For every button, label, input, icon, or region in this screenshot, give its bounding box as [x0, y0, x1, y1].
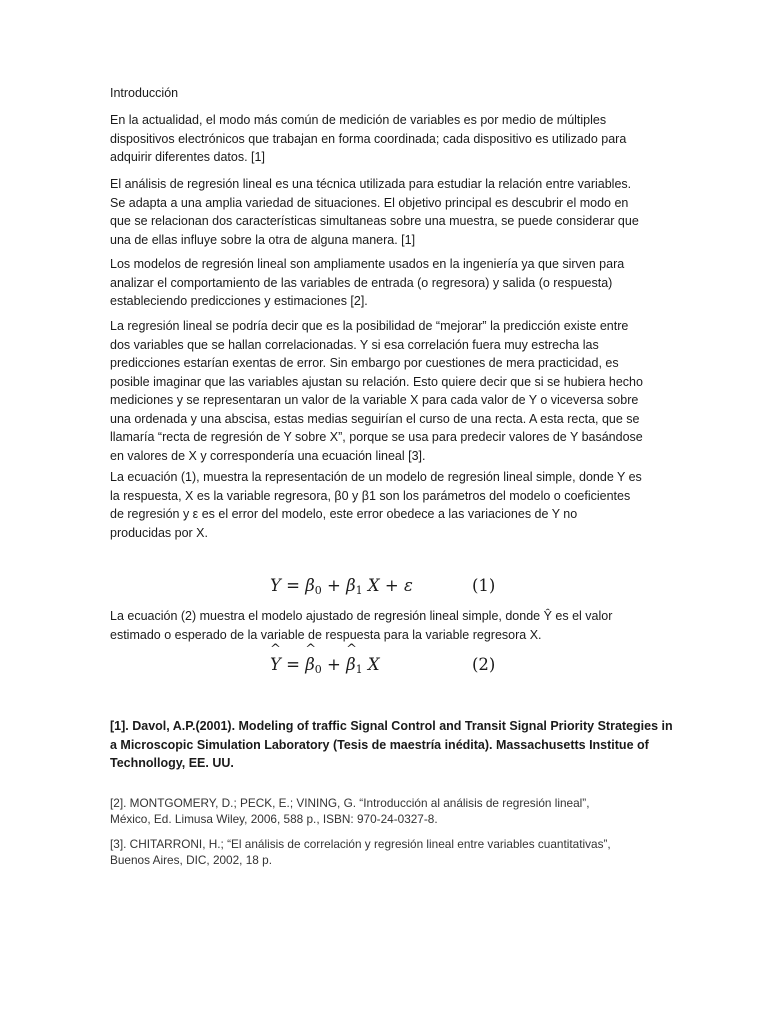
eq-beta-hat — [346, 642, 358, 674]
equation-1-number: (1) — [472, 576, 496, 595]
eq-beta: β — [305, 655, 315, 674]
text-line: Se adapta a una amplia variedad de situaciones. El objetivo principal es descubrir el modo en — [110, 195, 629, 210]
equation-2-number: (2) — [472, 655, 496, 674]
text-line: a Microscopic Simulation Laboratory (Tesis de maestría inédita). Massachusetts Institue of — [110, 737, 649, 752]
section-heading: Introducción — [110, 86, 179, 100]
eq-beta: β — [305, 576, 315, 595]
text-line: posible imaginar que las variables ajustan su relación. Esto quiere decir que si se hubiera hecho — [110, 374, 643, 389]
eq-symbol-x: X — [362, 655, 380, 674]
eq-epsilon: ε — [403, 576, 413, 595]
text-line: producidas por X. — [110, 525, 208, 540]
text-line: la respuesta, X es la variable regresora, β0 y β1 son los parámetros del modelo o coeficientes — [110, 488, 631, 503]
paragraph-6 — [110, 607, 662, 644]
text-line: [3]. CHITARRONI, H.; “El análisis de correlación y regresión lineal entre variables cuantitativas”, — [110, 837, 611, 851]
text-line: analizar el comportamiento de las variables de entrada (o regresora) y salida (o respuesta) — [110, 275, 613, 290]
text-line: [1]. Davol, A.P.(2001). Modeling of traffic Signal Control and Transit Signal Priority Strategies in — [110, 719, 673, 733]
eq-symbol-y: Y — [270, 655, 281, 674]
eq-beta: β — [346, 655, 356, 674]
eq-subscript: 0 — [314, 663, 322, 676]
eq-y-hat — [270, 642, 281, 674]
eq-plus: + — [321, 655, 347, 674]
reference-1 — [110, 717, 673, 773]
text-line: dos variables que se hallan correlacionadas. Y si esa correlación fuera muy estrecha las — [110, 337, 599, 352]
text-line: estimado o esperado de la variable de respuesta para la variable regresora X. — [110, 627, 542, 642]
text-line: estableciendo predicciones y estimaciones [2]. — [110, 294, 368, 308]
text-line: dispositivos electrónicos que trabajan en forma coordinada; cada dispositivo es utilizado para — [110, 131, 627, 146]
eq-subscript: 1 — [355, 663, 363, 676]
reference-2 — [110, 795, 670, 827]
text-line: Buenos Aires, DIC, 2002, 18 p. — [110, 853, 272, 867]
text-line: Los modelos de regresión lineal son ampliamente usados en la ingeniería ya que sirven para — [110, 257, 625, 271]
paragraph-1 — [110, 111, 662, 167]
hat-accent: ^ — [305, 642, 317, 657]
text-line: mediciones y se representaran un valor de la variable X para cada valor de Y o viceversa sobre — [110, 393, 639, 407]
eq-plus: + — [379, 576, 404, 595]
hat-accent: ^ — [270, 642, 281, 657]
eq-symbol-y: Y — [270, 576, 281, 595]
text-line: adquirir diferentes datos. [1] — [110, 150, 265, 164]
text-line: en valores de X y correspondería una ecuación lineal [3]. — [110, 448, 426, 463]
eq-equals: = — [280, 576, 306, 595]
hat-accent: ^ — [346, 642, 358, 657]
text-line: La ecuación (1), muestra la representación de un modelo de regresión lineal simple, donde Y es — [110, 470, 642, 484]
text-line: En la actualidad, el modo más común de medición de variables es por medio de múltiples — [110, 113, 607, 127]
text-line: La ecuación (2) muestra el modelo ajustado de regresión lineal simple, donde Ŷ es el valor — [110, 609, 613, 623]
eq-beta: β — [346, 576, 356, 595]
reference-3 — [110, 836, 670, 868]
eq-symbol-x: X — [362, 576, 380, 595]
text-line: El análisis de regresión lineal es una técnica utilizada para estudiar la relación entre variables. — [110, 177, 632, 191]
eq-equals: = — [280, 655, 306, 674]
text-line: una ordenada y una abscisa, estas medias seguirían el curso de una recta. A esta recta, que se — [110, 411, 640, 426]
text-line: La regresión lineal se podría decir que es la posibilidad de “mejorar” la predicción existe entre — [110, 319, 629, 333]
text-line: una de ellas influye sobre la otra de alguna manera. [1] — [110, 232, 416, 247]
text-line: predicciones estarían exentas de error. Sin embargo por cuestiones de mera practicidad, es — [110, 356, 619, 370]
eq-plus: + — [321, 576, 347, 595]
text-line: de regresión y ε es el error del modelo, este error obedece a las variaciones de Y no — [110, 507, 578, 521]
text-line: México, Ed. Limusa Wiley, 2006, 588 p., ISBN: 970-24-0327-8. — [110, 812, 438, 826]
paragraph-4 — [110, 317, 662, 465]
text-line: llamaría “recta de regresión de Y sobre X”, porque se usa para predecir valores de Y basándose — [110, 430, 643, 444]
text-line: que se relacionan dos características simultaneas sobre una muestra, se puede considerar que — [110, 214, 639, 228]
text-line: Technollogy, EE. UU. — [110, 756, 234, 770]
text-line: [2]. MONTGOMERY, D.; PECK, E.; VINING, G. “Introducción al análisis de regresión lineal”, — [110, 796, 590, 810]
paragraph-2 — [110, 175, 662, 249]
paragraph-3 — [110, 255, 662, 311]
eq-subscript: 1 — [355, 584, 363, 597]
eq-subscript: 0 — [314, 584, 322, 597]
paragraph-5 — [110, 468, 662, 542]
eq-beta-hat — [305, 642, 317, 674]
